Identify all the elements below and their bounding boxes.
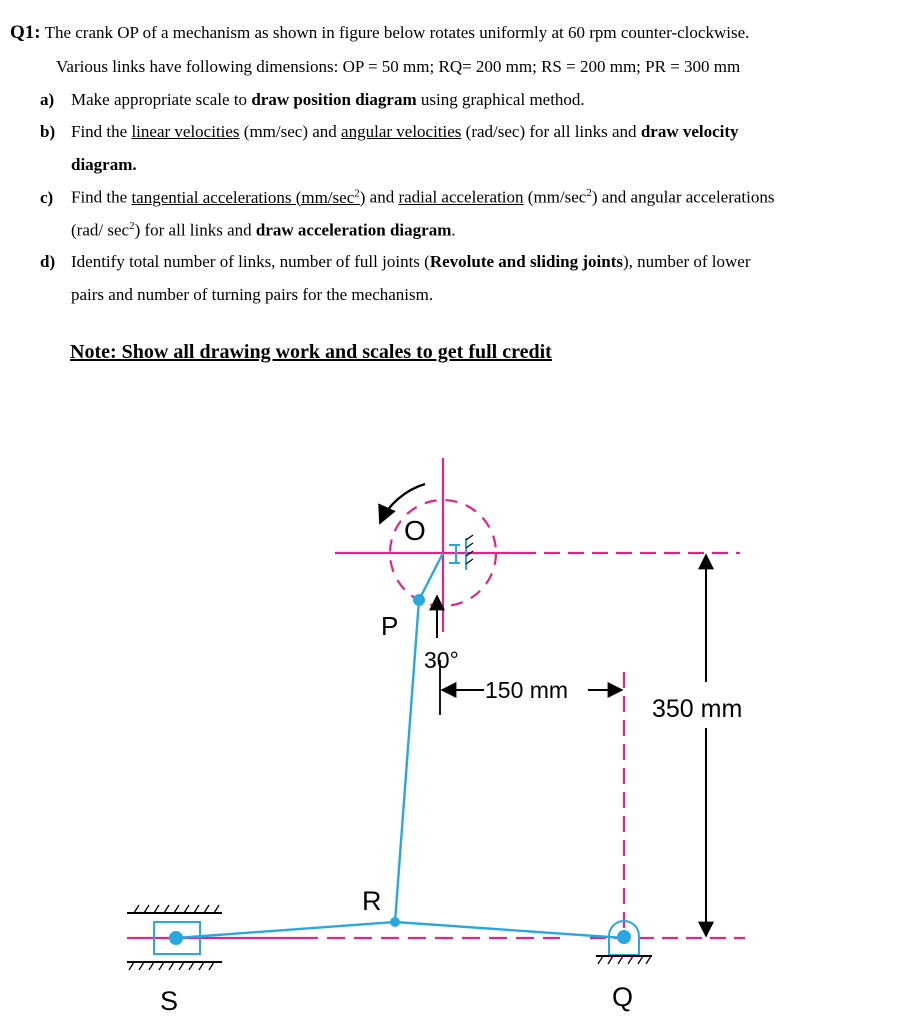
label-r: R [362,886,382,916]
item-b-linear-velocities: linear velocities [131,122,240,141]
item-d-label: d) [40,252,56,271]
question-dimensions: Various links have following dimensions: OP = 50 mm; RQ= 200 mm; RS = 200 mm; PR = 300 mm [56,57,741,76]
item-d [40,252,750,272]
item-b-pre: Find the [71,122,132,141]
item-c-sup-a: 2 [354,187,360,199]
item-d-bold: Revolute and sliding joints [429,252,624,271]
label-150-mm: 150 mm [485,677,569,703]
item-b-angular-velocities: angular velocities [341,122,462,141]
joint-r [390,917,400,927]
item-d-pre: Identify total number of links, number of full joints ( [71,252,430,271]
links [176,553,624,938]
item-c-end: . [451,220,456,240]
question-number: Q1: [10,22,41,43]
item-a-bold: draw position diagram [251,90,417,109]
item-b-mid1: (mm/sec) and [239,122,342,141]
item-d-line2: pairs and number of turning pairs for the mechanism. [71,285,434,304]
item-c [40,187,774,208]
item-a-post: using graphical method. [416,90,585,109]
question-intro: The crank OP of a mechanism as shown in figure below rotates uniformly at 60 rpm counter-clockwise. [44,23,750,42]
item-c-pre: Find the [71,187,132,207]
item-c-label: c) [40,187,54,207]
item-c-mid3: ) and angular accelerations [591,187,775,207]
joint-p [413,594,425,606]
item-c-sup-b: 2 [586,187,592,199]
label-q: Q [612,982,634,1012]
item-a [40,90,585,110]
item-d-post: ), number of lower [623,252,751,271]
item-c-line2-pre: (rad/ sec [71,220,130,240]
item-b-label: b) [40,122,56,141]
link-rq [395,922,624,938]
link-pr [395,600,419,922]
item-c-sup-c: 2 [129,220,135,232]
item-a-label: a) [40,90,55,109]
link-rs [176,922,395,938]
item-b-cont [71,155,137,175]
item-c-mid2: (mm/sec [523,187,587,207]
label-o: O [404,515,426,546]
label-angle: 30° [424,647,459,673]
item-c-close: ) [359,187,366,207]
item-c-bold: draw acceleration diagram [255,220,452,240]
link-op [419,553,443,600]
item-b-mid2: (rad/sec) for all links and [461,122,641,141]
item-c-line2-mid: ) for all links and [134,220,256,240]
item-b-bold1: draw velocity [640,122,739,141]
item-b [40,122,739,142]
label-s: S [160,986,179,1016]
item-c-tan-text: tangential accelerations (mm/sec [131,187,355,207]
item-b-bold2: diagram. [71,155,137,174]
mechanism-figure [0,440,897,1024]
question-heading [10,22,749,44]
label-350-mm: 350 mm [652,695,743,723]
note: Note: Show all drawing work and scales to get full credit [70,341,552,363]
item-a-pre: Make appropriate scale to [71,90,252,109]
pivot-o-hatch [466,535,473,564]
label-p: P [381,611,399,641]
item-c-cont [71,220,456,241]
item-c-mid1: and [365,187,399,207]
item-c-tangential [131,188,365,207]
item-c-radial: radial acceleration [398,187,524,207]
